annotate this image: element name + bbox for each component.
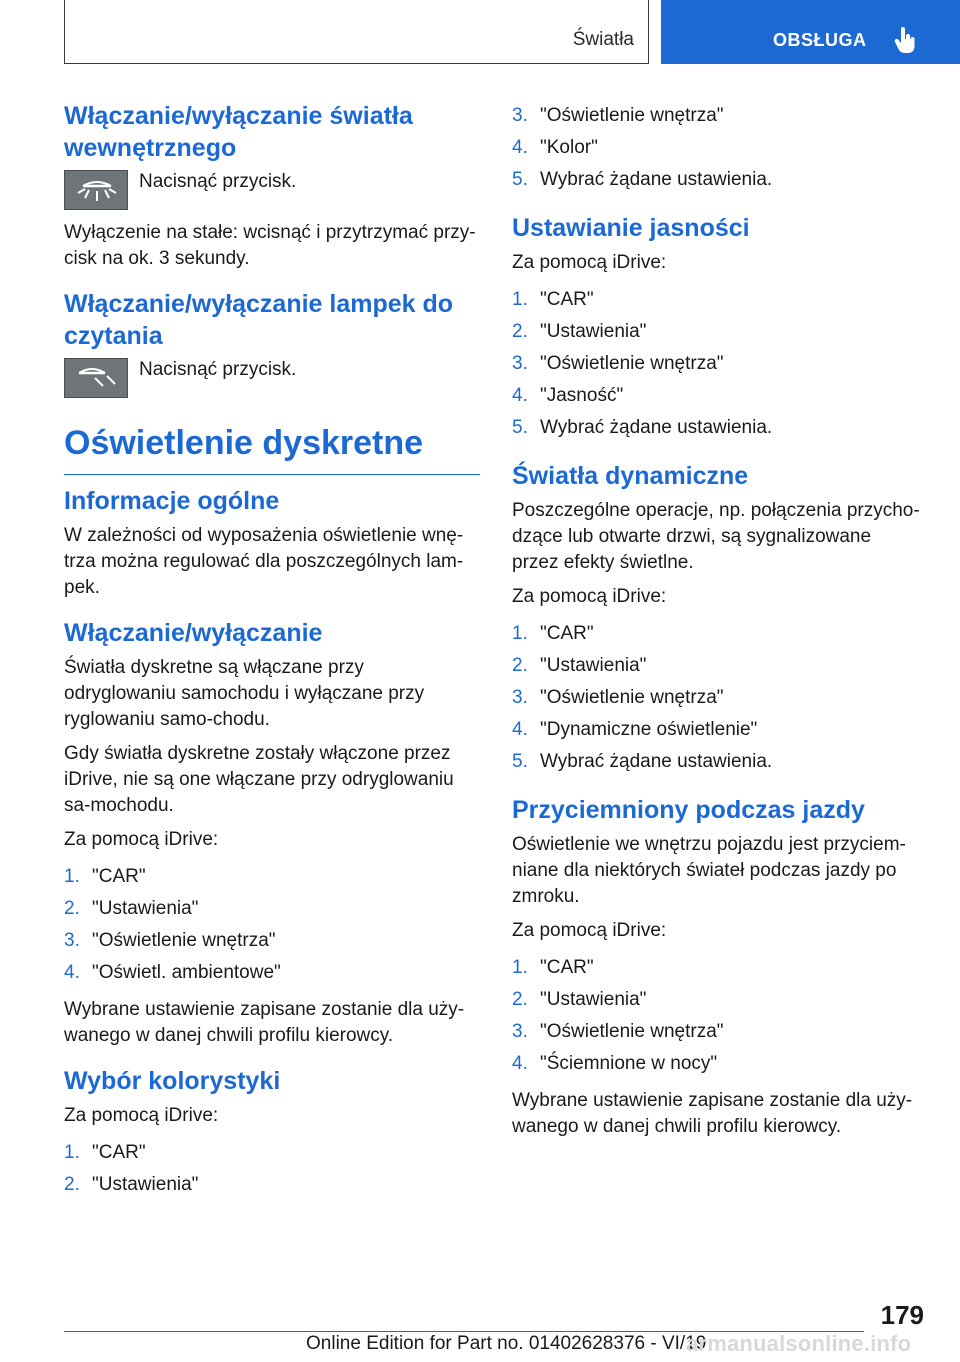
- heading-general-info: Informacje ogólne: [64, 487, 280, 515]
- step-item: [512, 746, 922, 778]
- header-section-box: [64, 0, 649, 64]
- brightness-steps-list: [512, 284, 922, 444]
- step-text: "Oświetlenie wnętrza": [540, 1021, 724, 1042]
- step-item: [64, 957, 480, 989]
- step-item: [512, 1016, 922, 1048]
- dynamic-steps-list: [512, 618, 922, 778]
- step-item: [512, 164, 922, 196]
- step-number: 4.: [512, 719, 528, 740]
- step-item: [512, 284, 922, 316]
- step-text: "Dynamiczne oświetlenie": [540, 719, 758, 740]
- step-number: 2.: [64, 898, 80, 919]
- heading-dimmed-driving: Przyciemniony podczas jazdy: [512, 796, 865, 824]
- dynamic-paragraph-1: Poszczególne operacje, np. połączenia przycho-dzące lub otwarte drzwi, są sygnalizowane przez efekty świetlne.: [512, 500, 920, 573]
- step-text: "CAR": [92, 1142, 146, 1163]
- step-text: Wybrać żądane ustawienia.: [540, 417, 773, 438]
- dimmed-paragraph-2: Za pomocą iDrive:: [512, 920, 667, 941]
- dimmed-steps-list: [512, 952, 922, 1080]
- step-number: 3.: [512, 105, 528, 126]
- reading-lamp-button-icon: [64, 358, 128, 398]
- heading-on-off: Włączanie/wyłączanie: [64, 619, 323, 647]
- interior-light-button-row: [64, 170, 480, 210]
- step-item: [64, 1169, 480, 1201]
- on-off-paragraph-4: Wybrane ustawienie zapisane zostanie dla uży-wanego w danej chwili profilu kierowcy.: [64, 999, 465, 1046]
- reading-lamp-button-text: Nacisnąć przycisk.: [139, 359, 297, 380]
- step-number: 3.: [512, 1021, 528, 1042]
- color-steps-continued-list: [512, 100, 922, 196]
- step-text: "Ustawienia": [540, 321, 647, 342]
- step-number: 5.: [512, 417, 528, 438]
- step-item: [512, 348, 922, 380]
- interior-light-button-icon: [64, 170, 128, 210]
- footer-edition: Online Edition for Part no. 01402628376 - VI/19: [306, 1333, 707, 1354]
- step-item: [512, 412, 922, 444]
- step-text: "Ustawienia": [92, 1174, 199, 1195]
- interior-light-paragraph: Wyłączenie na stałe: wcisnąć i przytrzymać przy-cisk na ok. 3 sekundy.: [64, 222, 476, 269]
- step-text: "CAR": [540, 957, 594, 978]
- step-text: "Jasność": [540, 385, 624, 406]
- color-selection-paragraph: Za pomocą iDrive:: [64, 1105, 219, 1126]
- step-number: 4.: [512, 385, 528, 406]
- step-item: [512, 380, 922, 412]
- header-section-title: Światła: [572, 29, 634, 50]
- step-text: "Kolor": [540, 137, 598, 158]
- step-text: "CAR": [540, 289, 594, 310]
- dimmed-paragraph-1: Oświetlenie we wnętrzu pojazdu jest przyciem-niane dla niektórych świateł podczas jazdy po zmroku.: [512, 834, 906, 907]
- step-item: [64, 1137, 480, 1169]
- step-number: 2.: [512, 321, 528, 342]
- step-number: 4.: [512, 1053, 528, 1074]
- step-item: [64, 893, 480, 925]
- step-item: [512, 952, 922, 984]
- step-item: [512, 132, 922, 164]
- step-item: [512, 650, 922, 682]
- step-item: [512, 618, 922, 650]
- step-item: [512, 984, 922, 1016]
- color-steps-list: [64, 1137, 480, 1201]
- reading-lamp-button-row: [64, 358, 480, 398]
- step-number: 2.: [512, 655, 528, 676]
- step-number: 5.: [512, 169, 528, 190]
- heading-rule: [64, 474, 480, 475]
- dimmed-paragraph-3: Wybrane ustawienie zapisane zostanie dla uży-wanego w danej chwili profilu kierowcy.: [512, 1090, 913, 1137]
- step-number: 1.: [64, 1142, 80, 1163]
- on-off-steps-list: [64, 861, 480, 989]
- watermark: armanualsonline.info: [686, 1331, 912, 1356]
- step-text: "Oświetl. ambientowe": [92, 962, 281, 983]
- step-number: 1.: [512, 957, 528, 978]
- step-number: 3.: [512, 687, 528, 708]
- pointing-hand-icon: [893, 27, 917, 55]
- step-text: "Oświetlenie wnętrza": [540, 353, 724, 374]
- step-item: [512, 714, 922, 746]
- interior-light-button-text: Nacisnąć przycisk.: [139, 171, 297, 192]
- step-number: 3.: [512, 353, 528, 374]
- heading-brightness: Ustawianie jasności: [512, 214, 750, 242]
- heading-color-selection: Wybór kolorystyki: [64, 1067, 281, 1095]
- step-item: [64, 861, 480, 893]
- left-column: [64, 100, 480, 1209]
- step-text: "Ustawienia": [540, 989, 647, 1010]
- on-off-paragraph-2: Gdy światła dyskretne zostały włączone przez iDrive, nie są one włączane przy odryglowaniu sa-mochodu.: [64, 743, 454, 816]
- step-text: "CAR": [540, 623, 594, 644]
- step-item: [512, 1048, 922, 1080]
- step-number: 4.: [64, 962, 80, 983]
- step-text: Wybrać żądane ustawienia.: [540, 751, 773, 772]
- step-text: "Ustawienia": [92, 898, 199, 919]
- brightness-paragraph: Za pomocą iDrive:: [512, 252, 667, 273]
- step-text: Wybrać żądane ustawienia.: [540, 169, 773, 190]
- on-off-paragraph-1: Światła dyskretne są włączane przy odryglowaniu samochodu i wyłączane przy ryglowaniu samo-chodu.: [64, 657, 425, 730]
- step-text: "Ustawienia": [540, 655, 647, 676]
- step-item: [512, 682, 922, 714]
- header-chapter-title: OBSŁUGA: [773, 30, 867, 50]
- heading-reading-lamps: Włączanie/wyłączanie lampek do czytania: [64, 290, 454, 350]
- step-number: 4.: [512, 137, 528, 158]
- step-text: "Oświetlenie wnętrza": [540, 687, 724, 708]
- on-off-paragraph-3: Za pomocą iDrive:: [64, 829, 219, 850]
- step-number: 1.: [64, 866, 80, 887]
- step-text: "Ściemnione w nocy": [540, 1053, 718, 1074]
- heading-interior-light: Włączanie/wyłączanie światła wewnętrznego: [64, 102, 413, 162]
- step-number: 2.: [512, 989, 528, 1010]
- step-text: "Oświetlenie wnętrza": [92, 930, 276, 951]
- dynamic-paragraph-2: Za pomocą iDrive:: [512, 586, 667, 607]
- right-column: [512, 100, 922, 1148]
- step-number: 3.: [64, 930, 80, 951]
- heading-ambient-light: Oświetlenie dyskretne: [64, 424, 424, 462]
- step-text: "CAR": [92, 866, 146, 887]
- step-number: 5.: [512, 751, 528, 772]
- step-text: "Oświetlenie wnętrza": [540, 105, 724, 126]
- step-number: 1.: [512, 623, 528, 644]
- step-item: [512, 100, 922, 132]
- general-info-paragraph: W zależności od wyposażenia oświetlenie wnę-trza można regulować dla poszczególnych lam-pek.: [64, 525, 464, 598]
- step-item: [512, 316, 922, 348]
- heading-dynamic-lights: Światła dynamiczne: [512, 462, 749, 490]
- step-item: [64, 925, 480, 957]
- header-chapter-tab[interactable]: [661, 0, 960, 64]
- step-number: 2.: [64, 1174, 80, 1195]
- page-number: 179: [880, 1300, 924, 1330]
- step-number: 1.: [512, 289, 528, 310]
